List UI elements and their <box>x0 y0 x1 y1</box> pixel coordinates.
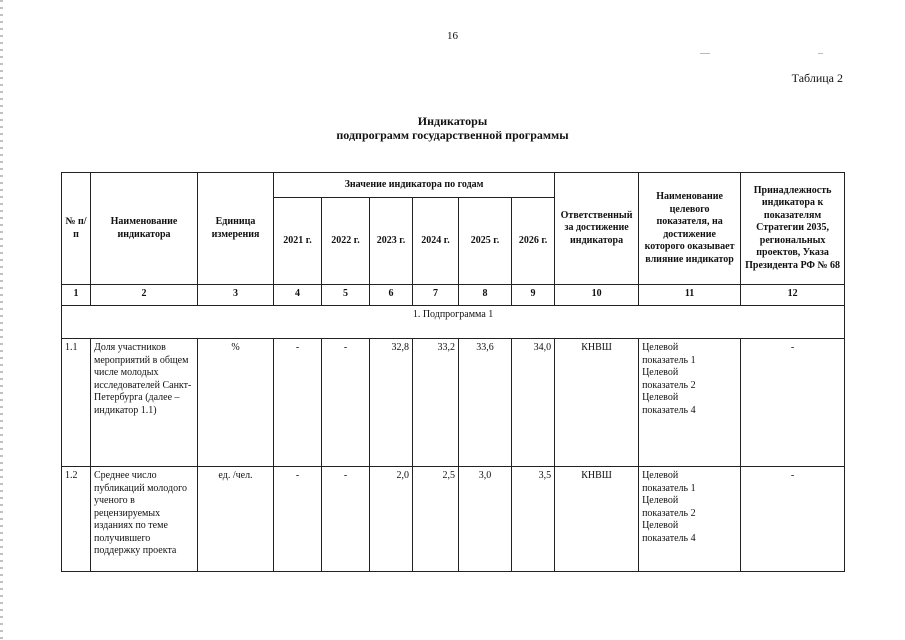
row-unit: % <box>198 339 274 467</box>
column-number: 4 <box>274 285 322 306</box>
header-unit: Единица измерения <box>198 173 274 285</box>
row-value: 2,0 <box>370 467 413 572</box>
row-value: 2,5 <box>413 467 459 572</box>
header-year: 2023 г. <box>370 198 413 285</box>
header-num: № п/п <box>62 173 91 285</box>
header-row <box>62 173 845 198</box>
row-value: 3,5 <box>512 467 555 572</box>
row-target: Целевой показатель 1 Целевой показатель 2 Целевой показатель 4 <box>639 339 741 467</box>
column-number: 1 <box>62 285 91 306</box>
row-value: - <box>274 467 322 572</box>
header-name: Наименование индикатора <box>91 173 198 285</box>
row-value: 32,8 <box>370 339 413 467</box>
column-number: 9 <box>512 285 555 306</box>
column-number: 11 <box>639 285 741 306</box>
row-value: - <box>274 339 322 467</box>
row-value: 34,0 <box>512 339 555 467</box>
header-responsible: Ответственный за достижение индикатора <box>555 173 639 285</box>
row-responsible: КНВШ <box>555 339 639 467</box>
column-number: 7 <box>413 285 459 306</box>
column-number: 6 <box>370 285 413 306</box>
column-number: 12 <box>741 285 845 306</box>
header-year: 2021 г. <box>274 198 322 285</box>
header-target: Наименование целевого показателя, на достижение которого оказывает влияние индикатор <box>639 173 741 285</box>
header-values-group: Значение индикатора по годам <box>274 173 555 198</box>
row-value: 33,2 <box>413 339 459 467</box>
header-year: 2024 г. <box>413 198 459 285</box>
section-row <box>62 306 845 339</box>
header-year: 2022 г. <box>322 198 370 285</box>
row-value: - <box>322 339 370 467</box>
row-strategy: - <box>741 339 845 467</box>
scan-speck <box>818 53 823 54</box>
title-line-1: Индикаторы <box>417 114 488 128</box>
row-value: 3,0 <box>459 467 512 572</box>
row-num: 1.2 <box>62 467 91 572</box>
column-number: 5 <box>322 285 370 306</box>
table-row <box>62 467 845 572</box>
document-title <box>0 114 905 142</box>
row-strategy: - <box>741 467 845 572</box>
title-line-2: подпрограмм государственной программы <box>336 128 569 142</box>
row-responsible: КНВШ <box>555 467 639 572</box>
header-year: 2026 г. <box>512 198 555 285</box>
table-caption: Таблица 2 <box>791 71 843 85</box>
row-name: Среднее число публикаций молодого ученого в рецензируемых изданиях по теме получившего поддержку проекта <box>91 467 198 572</box>
column-numbers-row <box>62 285 845 306</box>
table-row <box>62 339 845 467</box>
column-number: 8 <box>459 285 512 306</box>
row-value: - <box>322 467 370 572</box>
row-num: 1.1 <box>62 339 91 467</box>
section-title: 1. Подпрограмма 1 <box>62 306 845 339</box>
row-target: Целевой показатель 1 Целевой показатель 2 Целевой показатель 4 <box>639 467 741 572</box>
header-year: 2025 г. <box>459 198 512 285</box>
row-value: 33,6 <box>459 339 512 467</box>
scan-speck <box>700 53 710 54</box>
header-strategy: Принадлежность индикатора к показателям Стратегии 2035, региональных проектов, Указа Президента РФ № 68 <box>741 173 845 285</box>
column-number: 3 <box>198 285 274 306</box>
column-number: 2 <box>91 285 198 306</box>
scan-edge-artifact <box>0 0 3 640</box>
row-unit: ед. /чел. <box>198 467 274 572</box>
row-name: Доля участников мероприятий в общем числе молодых исследователей Санкт-Петербурга (далее – индикатор 1.1) <box>91 339 198 467</box>
column-number: 10 <box>555 285 639 306</box>
indicators-table <box>61 172 845 572</box>
page-number: 16 <box>447 30 458 42</box>
